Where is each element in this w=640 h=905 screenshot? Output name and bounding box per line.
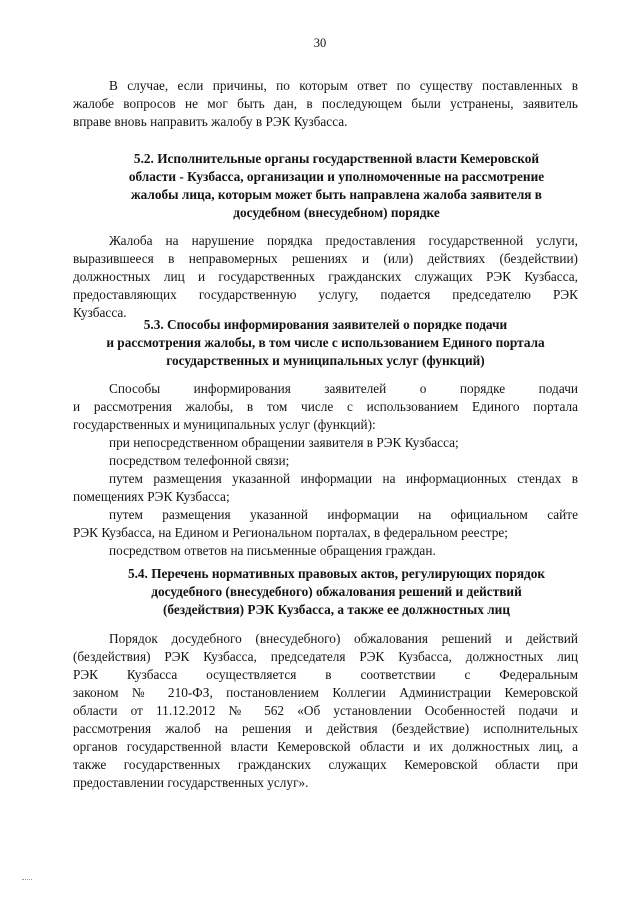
heading-line: досудебного (внесудебного) обжалования решений и действий xyxy=(151,584,522,599)
text-line: Порядок досудебного (внесудебного) обжалования решений и действий xyxy=(109,631,578,646)
list-item: путем размещения указанной информации на информационных стендах в xyxy=(109,471,578,486)
heading-line: жалобы лица, которым может быть направлена жалоба заявителя в xyxy=(130,187,542,202)
text-line: вправе вновь направить жалобу в РЭК Кузбасса. xyxy=(73,114,348,129)
paragraph-5-4 xyxy=(73,630,578,792)
text-line: и рассмотрения жалобы, в том числе с использованием Единого портала xyxy=(73,399,578,414)
intro-paragraph xyxy=(73,77,578,131)
text-line: В случае, если причины, по которым ответ по существу поставленных в xyxy=(109,78,578,93)
paragraph-5-3 xyxy=(73,380,578,560)
heading-line: 5.3. Способы информирования заявителей о порядке подачи xyxy=(143,317,508,332)
text-line: РЭК Кузбасса осуществляется в соответствии с Федеральным xyxy=(73,667,578,682)
list-item: посредством ответов на письменные обращения граждан. xyxy=(109,543,436,558)
text-line: Способы информирования заявителей о порядке подачи xyxy=(109,381,578,396)
heading-line: 5.4. Перечень нормативных правовых актов, регулирующих порядок xyxy=(127,566,546,581)
text-line: выразившееся в неправомерных решениях и (или) действиях (бездействии) xyxy=(73,251,578,266)
heading-line: (бездействия) РЭК Кузбасса, а также ее должностных лиц xyxy=(162,602,511,617)
text-line: Жалоба на нарушение порядка предоставления государственной услуги, xyxy=(109,233,578,248)
heading-line: и рассмотрения жалобы, в том числе с использованием Единого портала xyxy=(106,335,545,350)
heading-5-2 xyxy=(95,150,578,222)
text-line: области от 11.12.2012 № 562 «Об установлении Особенностей подачи и xyxy=(73,703,578,718)
list-item-continued: помещениях РЭК Кузбасса; xyxy=(73,489,230,504)
list-item-continued: РЭК Кузбасса, на Едином и Региональном порталах, в федеральном реестре; xyxy=(73,525,508,540)
paragraph-5-2 xyxy=(73,232,578,322)
text-line: жалобе вопросов не мог быть дан, в последующем были устранены, заявитель xyxy=(73,96,578,111)
text-line: должностных лиц и государственных гражданских служащих РЭК Кузбасса, xyxy=(73,269,578,284)
list-item: посредством телефонной связи; xyxy=(109,453,290,468)
text-line: государственных и муниципальных услуг (функций): xyxy=(73,417,376,432)
list-item: при непосредственном обращении заявителя в РЭК Кузбасса; xyxy=(109,435,459,450)
heading-line: 5.2. Исполнительные органы государственной власти Кемеровской xyxy=(133,151,540,166)
heading-line: государственных и муниципальных услуг (функций) xyxy=(166,353,485,368)
text-line: органов государственной власти Кемеровской области и их должностных лиц, а xyxy=(73,739,578,754)
text-line: (бездействия) РЭК Кузбасса, председателя РЭК Кузбасса, должностных лиц xyxy=(73,649,578,664)
text-line: рассмотрения жалоб на решения и действия (бездействие) исполнительных xyxy=(73,721,578,736)
list-item: путем размещения указанной информации на официальном сайте xyxy=(109,507,578,522)
heading-5-4 xyxy=(95,565,578,619)
text-line: Кузбасса. xyxy=(73,305,127,320)
text-line: предоставляющих государственную услугу, подается председателю РЭК xyxy=(73,287,578,302)
page-number: 30 xyxy=(313,36,327,50)
margin-mark xyxy=(22,879,32,880)
text-line: также государственных гражданских служащих Кемеровской области при xyxy=(73,757,578,772)
heading-line: досудебном (внесудебном) порядке xyxy=(233,205,440,220)
heading-line: области - Кузбасса, организации и уполномоченные на рассмотрение xyxy=(128,169,545,184)
text-line: предоставлении государственных услуг». xyxy=(73,775,309,790)
heading-5-3 xyxy=(73,316,578,370)
text-line: законом № 210-ФЗ, постановлением Коллегии Администрации Кемеровской xyxy=(73,685,578,700)
